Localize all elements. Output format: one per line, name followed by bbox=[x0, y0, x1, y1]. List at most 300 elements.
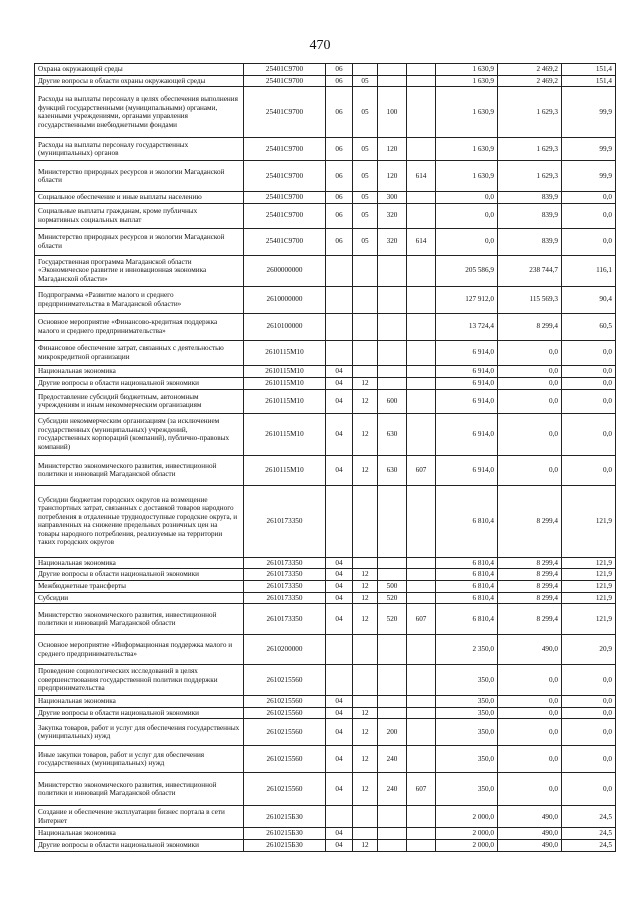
row-percent-cell: 0,0 bbox=[562, 773, 616, 806]
row-name-cell: Министерство экономического развития, инвестиционной политики и инноваций Магаданской области bbox=[35, 604, 244, 635]
table-row bbox=[35, 604, 616, 635]
row-section-cell: 04 bbox=[326, 839, 353, 851]
row-glava-cell bbox=[407, 255, 436, 286]
row-code-cell: 2610215560 bbox=[244, 746, 326, 773]
row-subsection-cell bbox=[353, 313, 378, 340]
row-planned-cell: 6 914,0 bbox=[436, 365, 498, 377]
row-section-cell: 04 bbox=[326, 828, 353, 840]
row-vr-cell: 630 bbox=[378, 413, 407, 455]
row-section-cell bbox=[326, 485, 353, 557]
table-row bbox=[35, 455, 616, 485]
row-planned-cell: 0,0 bbox=[436, 228, 498, 255]
row-executed-cell: 0,0 bbox=[498, 455, 562, 485]
row-percent-cell: 24,5 bbox=[562, 806, 616, 828]
row-percent-cell: 0,0 bbox=[562, 192, 616, 204]
row-name-cell: Министерство экономического развития, инвестиционной политики и инноваций Магаданской области bbox=[35, 455, 244, 485]
row-section-cell: 04 bbox=[326, 455, 353, 485]
row-code-cell: 2610215Б30 bbox=[244, 828, 326, 840]
row-executed-cell: 0,0 bbox=[498, 707, 562, 719]
row-percent-cell: 0,0 bbox=[562, 719, 616, 746]
row-subsection-cell: 05 bbox=[353, 161, 378, 192]
row-executed-cell: 0,0 bbox=[498, 719, 562, 746]
row-executed-cell: 0,0 bbox=[498, 696, 562, 708]
row-executed-cell: 0,0 bbox=[498, 389, 562, 413]
table-row bbox=[35, 365, 616, 377]
row-percent-cell: 0,0 bbox=[562, 665, 616, 696]
row-subsection-cell: 12 bbox=[353, 773, 378, 806]
row-code-cell: 2610115М10 bbox=[244, 389, 326, 413]
row-subsection-cell: 12 bbox=[353, 707, 378, 719]
row-code-cell: 2600000000 bbox=[244, 255, 326, 286]
row-percent-cell: 0,0 bbox=[562, 365, 616, 377]
row-vr-cell: 320 bbox=[378, 228, 407, 255]
row-executed-cell: 115 569,3 bbox=[498, 286, 562, 313]
row-planned-cell: 127 912,0 bbox=[436, 286, 498, 313]
row-code-cell: 2610115М10 bbox=[244, 455, 326, 485]
row-name-cell: Межбюджетные трансферты bbox=[35, 580, 244, 592]
row-section-cell: 04 bbox=[326, 719, 353, 746]
row-glava-cell bbox=[407, 806, 436, 828]
row-code-cell: 2610215560 bbox=[244, 773, 326, 806]
row-glava-cell bbox=[407, 746, 436, 773]
row-executed-cell: 0,0 bbox=[498, 413, 562, 455]
table-row bbox=[35, 313, 616, 340]
row-planned-cell: 1 630,9 bbox=[436, 161, 498, 192]
table-row bbox=[35, 569, 616, 581]
table-row bbox=[35, 87, 616, 138]
row-planned-cell: 1 630,9 bbox=[436, 64, 498, 76]
row-planned-cell: 2 000,0 bbox=[436, 828, 498, 840]
row-percent-cell: 99,9 bbox=[562, 87, 616, 138]
row-subsection-cell bbox=[353, 365, 378, 377]
row-percent-cell: 121,9 bbox=[562, 569, 616, 581]
row-planned-cell: 350,0 bbox=[436, 707, 498, 719]
row-subsection-cell bbox=[353, 255, 378, 286]
row-vr-cell bbox=[378, 707, 407, 719]
row-code-cell: 2610215Б30 bbox=[244, 806, 326, 828]
row-executed-cell: 8 299,4 bbox=[498, 580, 562, 592]
row-code-cell: 25401С9700 bbox=[244, 64, 326, 76]
row-percent-cell: 0,0 bbox=[562, 696, 616, 708]
page-number: 470 bbox=[309, 38, 331, 53]
row-executed-cell: 1 629,3 bbox=[498, 138, 562, 161]
row-executed-cell: 490,0 bbox=[498, 839, 562, 851]
row-executed-cell: 1 629,3 bbox=[498, 87, 562, 138]
row-planned-cell: 6 810,4 bbox=[436, 485, 498, 557]
row-percent-cell: 0,0 bbox=[562, 228, 616, 255]
row-glava-cell bbox=[407, 286, 436, 313]
row-code-cell: 2610173350 bbox=[244, 604, 326, 635]
row-code-cell: 2610173350 bbox=[244, 557, 326, 569]
row-percent-cell: 116,1 bbox=[562, 255, 616, 286]
row-subsection-cell: 12 bbox=[353, 569, 378, 581]
row-name-cell: Министерство природных ресурсов и экологии Магаданской области bbox=[35, 228, 244, 255]
row-code-cell: 25401С9700 bbox=[244, 203, 326, 228]
row-vr-cell bbox=[378, 313, 407, 340]
row-executed-cell: 2 469,2 bbox=[498, 75, 562, 87]
row-name-cell: Субсидии bbox=[35, 592, 244, 604]
table-row bbox=[35, 377, 616, 389]
row-code-cell: 25401С9700 bbox=[244, 161, 326, 192]
row-code-cell: 2610115М10 bbox=[244, 377, 326, 389]
row-executed-cell: 839,9 bbox=[498, 203, 562, 228]
row-planned-cell: 0,0 bbox=[436, 203, 498, 228]
row-percent-cell: 24,5 bbox=[562, 839, 616, 851]
row-percent-cell: 0,0 bbox=[562, 389, 616, 413]
row-section-cell: 04 bbox=[326, 389, 353, 413]
table-row bbox=[35, 138, 616, 161]
row-section-cell bbox=[326, 340, 353, 365]
row-section-cell: 04 bbox=[326, 592, 353, 604]
row-planned-cell: 6 914,0 bbox=[436, 389, 498, 413]
row-percent-cell: 121,9 bbox=[562, 604, 616, 635]
row-section-cell bbox=[326, 806, 353, 828]
row-section-cell: 04 bbox=[326, 557, 353, 569]
row-code-cell: 2610215560 bbox=[244, 707, 326, 719]
row-executed-cell: 0,0 bbox=[498, 746, 562, 773]
row-planned-cell: 2 000,0 bbox=[436, 806, 498, 828]
table-row bbox=[35, 64, 616, 76]
table-row bbox=[35, 340, 616, 365]
row-section-cell: 04 bbox=[326, 580, 353, 592]
row-code-cell: 2610000000 bbox=[244, 286, 326, 313]
row-vr-cell bbox=[378, 485, 407, 557]
row-code-cell: 2610173350 bbox=[244, 569, 326, 581]
row-section-cell bbox=[326, 665, 353, 696]
row-planned-cell: 1 630,9 bbox=[436, 87, 498, 138]
row-glava-cell: 614 bbox=[407, 228, 436, 255]
row-name-cell: Министерство природных ресурсов и экологии Магаданской области bbox=[35, 161, 244, 192]
row-vr-cell bbox=[378, 75, 407, 87]
row-glava-cell bbox=[407, 569, 436, 581]
row-glava-cell bbox=[407, 377, 436, 389]
row-percent-cell: 121,9 bbox=[562, 485, 616, 557]
row-subsection-cell: 12 bbox=[353, 746, 378, 773]
table-row bbox=[35, 719, 616, 746]
table-row bbox=[35, 773, 616, 806]
row-code-cell: 2610215560 bbox=[244, 696, 326, 708]
row-planned-cell: 1 630,9 bbox=[436, 75, 498, 87]
row-glava-cell bbox=[407, 389, 436, 413]
row-code-cell: 2610100000 bbox=[244, 313, 326, 340]
row-executed-cell: 839,9 bbox=[498, 192, 562, 204]
row-name-cell: Государственная программа Магаданской области «Экономическое развитие и инновационная экономика Магаданской области» bbox=[35, 255, 244, 286]
row-vr-cell: 100 bbox=[378, 87, 407, 138]
row-name-cell: Другие вопросы в области национальной экономики bbox=[35, 569, 244, 581]
row-name-cell: Подпрограмма «Развитие малого и среднего предпринимательства в Магаданской области» bbox=[35, 286, 244, 313]
table-row bbox=[35, 665, 616, 696]
row-section-cell: 06 bbox=[326, 192, 353, 204]
row-vr-cell: 500 bbox=[378, 580, 407, 592]
row-code-cell: 2610215560 bbox=[244, 665, 326, 696]
row-name-cell: Министерство экономического развития, инвестиционной политики и инноваций Магаданской области bbox=[35, 773, 244, 806]
row-subsection-cell: 12 bbox=[353, 389, 378, 413]
row-executed-cell: 0,0 bbox=[498, 340, 562, 365]
row-executed-cell: 839,9 bbox=[498, 228, 562, 255]
row-planned-cell: 350,0 bbox=[436, 773, 498, 806]
row-executed-cell: 0,0 bbox=[498, 665, 562, 696]
row-glava-cell: 607 bbox=[407, 455, 436, 485]
table-row bbox=[35, 413, 616, 455]
row-executed-cell: 2 469,2 bbox=[498, 64, 562, 76]
table-row bbox=[35, 389, 616, 413]
row-code-cell: 2610173350 bbox=[244, 580, 326, 592]
row-executed-cell: 238 744,7 bbox=[498, 255, 562, 286]
row-vr-cell: 600 bbox=[378, 389, 407, 413]
table-row bbox=[35, 203, 616, 228]
row-planned-cell: 6 810,4 bbox=[436, 569, 498, 581]
row-executed-cell: 490,0 bbox=[498, 828, 562, 840]
row-vr-cell bbox=[378, 255, 407, 286]
table-row bbox=[35, 707, 616, 719]
row-subsection-cell: 05 bbox=[353, 203, 378, 228]
row-subsection-cell: 12 bbox=[353, 377, 378, 389]
row-vr-cell: 520 bbox=[378, 592, 407, 604]
row-vr-cell bbox=[378, 557, 407, 569]
table-row bbox=[35, 485, 616, 557]
row-executed-cell: 490,0 bbox=[498, 806, 562, 828]
row-section-cell bbox=[326, 255, 353, 286]
row-section-cell: 04 bbox=[326, 365, 353, 377]
row-subsection-cell: 05 bbox=[353, 138, 378, 161]
table-row bbox=[35, 828, 616, 840]
row-percent-cell: 151,4 bbox=[562, 75, 616, 87]
row-subsection-cell bbox=[353, 340, 378, 365]
row-section-cell: 06 bbox=[326, 87, 353, 138]
row-planned-cell: 0,0 bbox=[436, 192, 498, 204]
row-planned-cell: 205 586,9 bbox=[436, 255, 498, 286]
row-code-cell: 25401С9700 bbox=[244, 87, 326, 138]
row-name-cell: Социальные выплаты гражданам, кроме публичных нормативных социальных выплат bbox=[35, 203, 244, 228]
table-row bbox=[35, 161, 616, 192]
row-name-cell: Другие вопросы в области национальной экономики bbox=[35, 377, 244, 389]
row-glava-cell bbox=[407, 365, 436, 377]
row-name-cell: Создание и обеспечение эксплуатации бизнес портала в сети Интернет bbox=[35, 806, 244, 828]
row-vr-cell: 300 bbox=[378, 192, 407, 204]
row-name-cell: Иные закупки товаров, работ и услуг для обеспечения государственных (муниципальных) нужд bbox=[35, 746, 244, 773]
row-subsection-cell: 12 bbox=[353, 413, 378, 455]
row-planned-cell: 6 810,4 bbox=[436, 592, 498, 604]
row-subsection-cell bbox=[353, 806, 378, 828]
row-code-cell: 2610115М10 bbox=[244, 340, 326, 365]
row-glava-cell bbox=[407, 87, 436, 138]
row-section-cell: 06 bbox=[326, 138, 353, 161]
table-row bbox=[35, 75, 616, 87]
row-planned-cell: 6 914,0 bbox=[436, 455, 498, 485]
row-glava-cell: 607 bbox=[407, 773, 436, 806]
row-vr-cell bbox=[378, 665, 407, 696]
row-name-cell: Другие вопросы в области национальной экономики bbox=[35, 707, 244, 719]
table-row bbox=[35, 839, 616, 851]
row-percent-cell: 151,4 bbox=[562, 64, 616, 76]
row-glava-cell bbox=[407, 138, 436, 161]
row-glava-cell bbox=[407, 665, 436, 696]
row-percent-cell: 24,5 bbox=[562, 828, 616, 840]
row-vr-cell: 520 bbox=[378, 604, 407, 635]
row-planned-cell: 13 724,4 bbox=[436, 313, 498, 340]
row-name-cell: Социальное обеспечение и иные выплаты населению bbox=[35, 192, 244, 204]
row-section-cell: 04 bbox=[326, 569, 353, 581]
row-code-cell: 25401С9700 bbox=[244, 192, 326, 204]
row-subsection-cell: 05 bbox=[353, 75, 378, 87]
row-section-cell bbox=[326, 635, 353, 665]
row-glava-cell bbox=[407, 557, 436, 569]
row-percent-cell: 99,9 bbox=[562, 138, 616, 161]
row-vr-cell bbox=[378, 569, 407, 581]
row-subsection-cell: 05 bbox=[353, 192, 378, 204]
row-glava-cell: 607 bbox=[407, 604, 436, 635]
row-percent-cell: 0,0 bbox=[562, 340, 616, 365]
row-glava-cell bbox=[407, 696, 436, 708]
row-percent-cell: 0,0 bbox=[562, 707, 616, 719]
row-planned-cell: 6 810,4 bbox=[436, 557, 498, 569]
row-planned-cell: 6 914,0 bbox=[436, 413, 498, 455]
row-name-cell: Предоставление субсидий бюджетным, автономным учреждениям и иным некоммерческим организациям bbox=[35, 389, 244, 413]
row-vr-cell bbox=[378, 635, 407, 665]
row-glava-cell bbox=[407, 707, 436, 719]
row-section-cell: 04 bbox=[326, 413, 353, 455]
table-row bbox=[35, 580, 616, 592]
row-name-cell: Национальная экономика bbox=[35, 557, 244, 569]
row-name-cell: Охрана окружающей среды bbox=[35, 64, 244, 76]
row-glava-cell bbox=[407, 64, 436, 76]
row-section-cell: 06 bbox=[326, 161, 353, 192]
row-code-cell: 2610115М10 bbox=[244, 365, 326, 377]
row-subsection-cell: 12 bbox=[353, 604, 378, 635]
row-section-cell: 04 bbox=[326, 746, 353, 773]
row-glava-cell bbox=[407, 635, 436, 665]
table-row bbox=[35, 228, 616, 255]
row-subsection-cell: 05 bbox=[353, 87, 378, 138]
table-row bbox=[35, 192, 616, 204]
row-name-cell: Субсидии бюджетам городских округов на возмещение транспортных затрат, связанных с доставкой товаров народного потребления в отдаленные труднодоступные городские округа, и направленных на снижение предельных розничных цен на товары народного потребления, реализуемые на территории таких городских округов bbox=[35, 485, 244, 557]
row-planned-cell: 350,0 bbox=[436, 696, 498, 708]
row-vr-cell bbox=[378, 365, 407, 377]
row-section-cell bbox=[326, 286, 353, 313]
row-planned-cell: 350,0 bbox=[436, 746, 498, 773]
row-percent-cell: 0,0 bbox=[562, 413, 616, 455]
row-vr-cell: 240 bbox=[378, 746, 407, 773]
row-name-cell: Национальная экономика bbox=[35, 696, 244, 708]
row-planned-cell: 6 810,4 bbox=[436, 580, 498, 592]
row-executed-cell: 8 299,4 bbox=[498, 313, 562, 340]
row-code-cell: 25401С9700 bbox=[244, 138, 326, 161]
table-row bbox=[35, 286, 616, 313]
row-section-cell: 06 bbox=[326, 75, 353, 87]
row-subsection-cell: 12 bbox=[353, 580, 378, 592]
row-name-cell: Основное мероприятие «Финансово-кредитная поддержка малого и среднего предпринимательства» bbox=[35, 313, 244, 340]
row-subsection-cell bbox=[353, 828, 378, 840]
table-row bbox=[35, 746, 616, 773]
row-vr-cell: 240 bbox=[378, 773, 407, 806]
row-subsection-cell: 12 bbox=[353, 719, 378, 746]
row-executed-cell: 490,0 bbox=[498, 635, 562, 665]
row-subsection-cell bbox=[353, 64, 378, 76]
row-subsection-cell: 05 bbox=[353, 228, 378, 255]
row-executed-cell: 8 299,4 bbox=[498, 485, 562, 557]
row-section-cell: 04 bbox=[326, 604, 353, 635]
row-executed-cell: 8 299,4 bbox=[498, 592, 562, 604]
row-section-cell: 04 bbox=[326, 377, 353, 389]
row-subsection-cell bbox=[353, 485, 378, 557]
row-glava-cell bbox=[407, 203, 436, 228]
row-planned-cell: 2 350,0 bbox=[436, 635, 498, 665]
row-glava-cell: 614 bbox=[407, 161, 436, 192]
budget-table-body bbox=[35, 64, 616, 852]
table-row bbox=[35, 696, 616, 708]
row-percent-cell: 0,0 bbox=[562, 377, 616, 389]
row-subsection-cell: 12 bbox=[353, 592, 378, 604]
table-row bbox=[35, 557, 616, 569]
row-vr-cell bbox=[378, 806, 407, 828]
row-executed-cell: 8 299,4 bbox=[498, 569, 562, 581]
row-glava-cell bbox=[407, 580, 436, 592]
row-name-cell: Проведение социологических исследований в целях совершенствования государственной политики поддержки предпринимательства bbox=[35, 665, 244, 696]
table-row bbox=[35, 806, 616, 828]
row-percent-cell: 0,0 bbox=[562, 455, 616, 485]
row-vr-cell bbox=[378, 839, 407, 851]
row-vr-cell bbox=[378, 828, 407, 840]
row-code-cell: 25401С9700 bbox=[244, 228, 326, 255]
budget-table bbox=[34, 63, 616, 852]
row-glava-cell bbox=[407, 592, 436, 604]
row-percent-cell: 121,9 bbox=[562, 580, 616, 592]
row-planned-cell: 6 810,4 bbox=[436, 604, 498, 635]
row-executed-cell: 0,0 bbox=[498, 773, 562, 806]
row-name-cell: Расходы на выплаты персоналу государственных (муниципальных) органов bbox=[35, 138, 244, 161]
row-section-cell: 06 bbox=[326, 64, 353, 76]
row-subsection-cell bbox=[353, 286, 378, 313]
row-code-cell: 2610200000 bbox=[244, 635, 326, 665]
row-code-cell: 2610115М10 bbox=[244, 413, 326, 455]
row-executed-cell: 1 629,3 bbox=[498, 161, 562, 192]
row-vr-cell bbox=[378, 377, 407, 389]
row-percent-cell: 121,9 bbox=[562, 557, 616, 569]
row-subsection-cell bbox=[353, 696, 378, 708]
table-row bbox=[35, 635, 616, 665]
row-percent-cell: 0,0 bbox=[562, 746, 616, 773]
row-section-cell: 04 bbox=[326, 773, 353, 806]
row-name-cell: Субсидии некоммерческим организациям (за исключением государственных (муниципальных) учреждений, государственных корпораций (компаний), публично-правовых компаний) bbox=[35, 413, 244, 455]
row-name-cell: Другие вопросы в области охраны окружающей среды bbox=[35, 75, 244, 87]
row-section-cell: 04 bbox=[326, 707, 353, 719]
row-glava-cell bbox=[407, 485, 436, 557]
row-subsection-cell bbox=[353, 665, 378, 696]
row-planned-cell: 350,0 bbox=[436, 665, 498, 696]
row-glava-cell bbox=[407, 340, 436, 365]
row-code-cell: 2610215Б30 bbox=[244, 839, 326, 851]
row-subsection-cell: 12 bbox=[353, 455, 378, 485]
row-percent-cell: 20,9 bbox=[562, 635, 616, 665]
row-executed-cell: 0,0 bbox=[498, 365, 562, 377]
row-glava-cell bbox=[407, 719, 436, 746]
row-vr-cell bbox=[378, 340, 407, 365]
row-vr-cell: 120 bbox=[378, 138, 407, 161]
row-planned-cell: 350,0 bbox=[436, 719, 498, 746]
row-glava-cell bbox=[407, 413, 436, 455]
row-executed-cell: 8 299,4 bbox=[498, 557, 562, 569]
row-code-cell: 2610173350 bbox=[244, 592, 326, 604]
row-vr-cell: 120 bbox=[378, 161, 407, 192]
row-section-cell: 04 bbox=[326, 696, 353, 708]
row-subsection-cell bbox=[353, 557, 378, 569]
row-vr-cell bbox=[378, 286, 407, 313]
row-percent-cell: 99,9 bbox=[562, 161, 616, 192]
row-vr-cell: 320 bbox=[378, 203, 407, 228]
row-vr-cell: 200 bbox=[378, 719, 407, 746]
row-percent-cell: 60,5 bbox=[562, 313, 616, 340]
row-executed-cell: 0,0 bbox=[498, 377, 562, 389]
